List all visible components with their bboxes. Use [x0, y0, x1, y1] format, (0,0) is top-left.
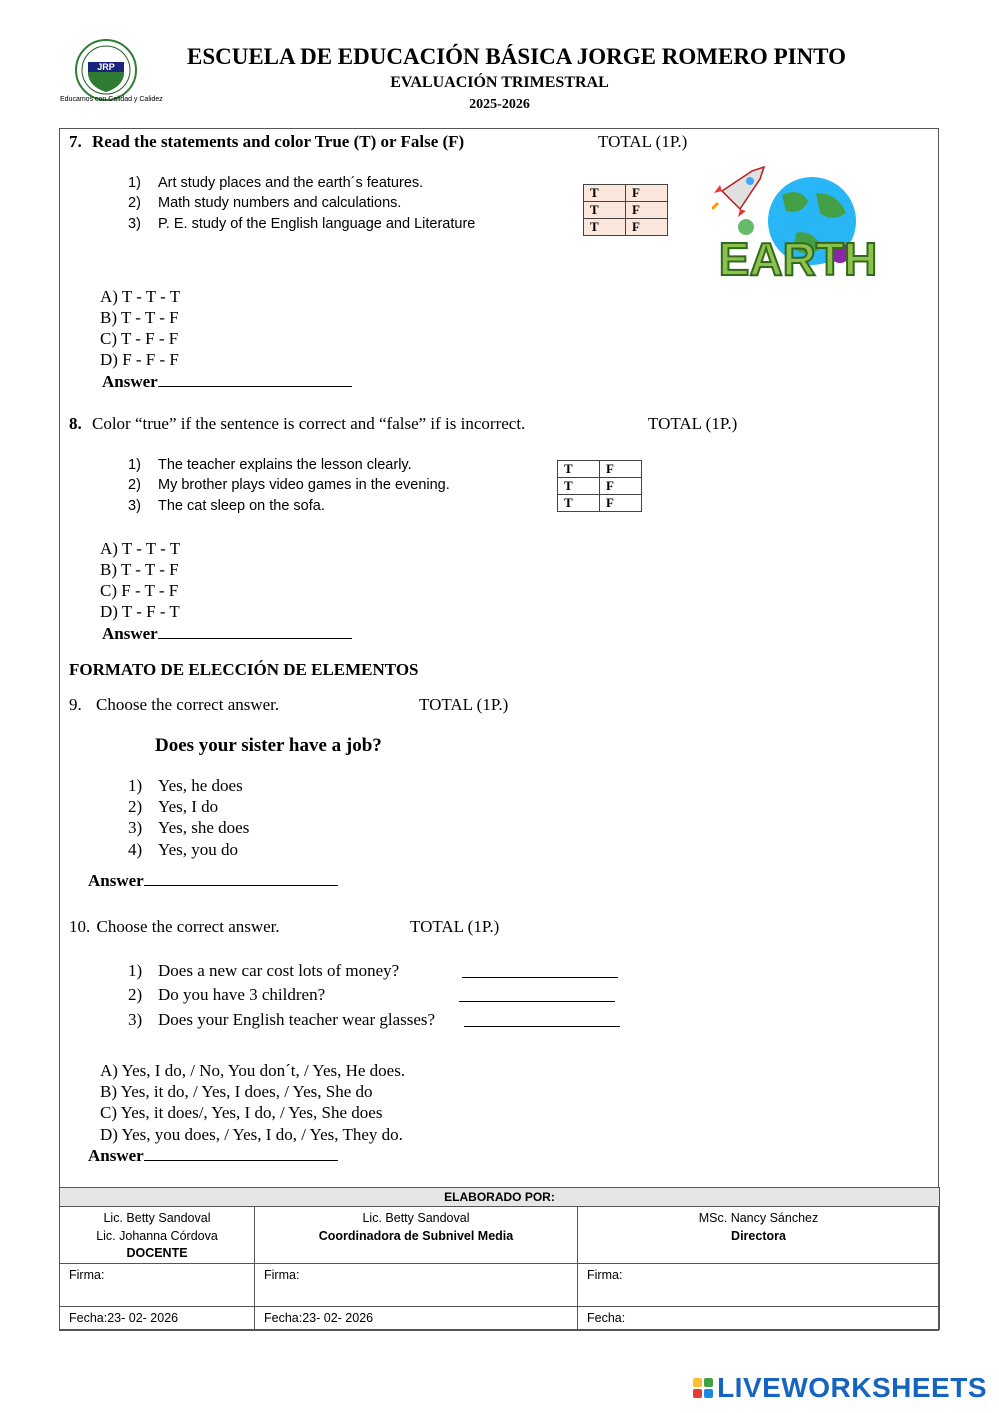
q8-answer-input[interactable] — [158, 624, 352, 639]
fecha-cell: Fecha:23- 02- 2026 — [255, 1307, 578, 1330]
q7-tf-table — [583, 184, 668, 236]
q10-blank[interactable] — [464, 1026, 620, 1027]
q9-prompt: Choose the correct answer. — [96, 695, 280, 714]
q8-statement: 2) My brother plays video games in the evening. — [128, 477, 450, 493]
true-cell[interactable]: T — [558, 478, 600, 495]
moon-icon — [849, 171, 868, 200]
q8-heading — [69, 414, 525, 434]
q8-statement: 1) The teacher explains the lesson clearly. — [128, 457, 412, 473]
brand-text: LIVEWORKSHEETS — [717, 1372, 987, 1403]
earth-illustration — [712, 163, 877, 281]
rocket-icon — [712, 167, 764, 217]
q9-answer-input[interactable] — [144, 871, 338, 886]
firma-cell[interactable]: Firma: — [255, 1264, 578, 1307]
q9-total: TOTAL (1P.) — [419, 695, 509, 714]
tf-row — [558, 478, 642, 495]
svg-text:EARTH: EARTH — [718, 233, 877, 281]
q10-heading — [69, 917, 280, 937]
teacher-cell — [60, 1207, 255, 1264]
director-name: MSc. Nancy Sánchez — [698, 1211, 819, 1225]
firma-cell[interactable]: Firma: — [60, 1264, 255, 1307]
school-motto: Educamos con Calidad y Calidez — [60, 96, 163, 103]
false-cell[interactable]: F — [600, 478, 642, 495]
q10-blank[interactable] — [462, 977, 618, 978]
tf-row — [584, 202, 668, 219]
tf-row — [584, 219, 668, 236]
false-cell[interactable]: F — [626, 202, 668, 219]
q7-answer-input[interactable] — [158, 372, 352, 387]
q9-choice[interactable]: 1) Yes, he does — [128, 776, 243, 795]
liveworksheets-logo-icon — [693, 1378, 713, 1398]
false-cell[interactable]: F — [626, 219, 668, 236]
evaluation-title: EVALUACIÓN TRIMESTRAL — [390, 74, 609, 91]
q8-option[interactable]: A) T - T - T — [100, 539, 181, 558]
q10-option[interactable]: A) Yes, I do, / No, You don´t, / Yes, He does. — [100, 1061, 406, 1080]
teacher-name: Lic. Betty Sandoval — [103, 1211, 211, 1225]
true-cell[interactable]: T — [584, 202, 626, 219]
q10-answer: Answer — [88, 1146, 338, 1166]
q10-question: 3) Does your English teacher wear glasses? — [128, 1010, 436, 1029]
q7-option[interactable]: C) T - F - F — [100, 329, 179, 348]
q10-prompt: Choose the correct answer. — [96, 917, 280, 936]
liveworksheets-brand — [693, 1372, 987, 1404]
false-cell[interactable]: F — [626, 185, 668, 202]
q10-number: 10. — [69, 917, 91, 936]
coordinator-role: Coordinadora de Subnivel Media — [318, 1229, 514, 1243]
signature-table — [59, 1187, 940, 1330]
tf-row — [558, 461, 642, 478]
false-cell[interactable]: F — [600, 495, 642, 512]
q9-question: Does your sister have a job? — [155, 735, 382, 756]
q10-question: 1) Does a new car cost lots of money? — [128, 961, 400, 980]
fecha-cell: Fecha:23- 02- 2026 — [60, 1307, 255, 1330]
tf-row — [584, 185, 668, 202]
q7-answer: Answer — [102, 372, 352, 392]
q8-option[interactable]: C) F - T - F — [100, 581, 179, 600]
q7-statement: 3) P. E. study of the English language and Literature — [128, 216, 476, 232]
q10-blank[interactable] — [459, 1001, 615, 1002]
q10-option[interactable]: D) Yes, you does, / Yes, I do, / Yes, They do. — [100, 1125, 403, 1144]
q10-option[interactable]: B) Yes, it do, / Yes, I does, / Yes, She do — [100, 1082, 373, 1101]
q8-prompt: Color “true” if the sentence is correct and “false” if is incorrect. — [92, 414, 526, 433]
director-cell — [578, 1207, 940, 1264]
q7-statement: 1) Art study places and the earth´s features. — [128, 175, 424, 191]
q8-number: 8. — [69, 414, 82, 433]
true-cell[interactable]: T — [584, 185, 626, 202]
school-year: 2025-2026 — [469, 97, 530, 112]
firma-cell[interactable]: Firma: — [578, 1264, 940, 1307]
q7-prompt: Read the statements and color True (T) or False (F) — [92, 132, 465, 151]
q7-option[interactable]: A) T - T - T — [100, 287, 181, 306]
q7-heading — [69, 132, 464, 152]
q10-question: 2) Do you have 3 children? — [128, 985, 326, 1004]
q9-heading — [69, 695, 279, 715]
q10-option[interactable]: C) Yes, it does/, Yes, I do, / Yes, She does — [100, 1103, 383, 1122]
q8-option[interactable]: B) T - T - F — [100, 560, 179, 579]
elaborado-header: ELABORADO POR: — [60, 1188, 940, 1207]
q7-statement: 2) Math study numbers and calculations. — [128, 195, 402, 211]
q9-choice[interactable]: 3) Yes, she does — [128, 818, 250, 837]
q7-number: 7. — [69, 132, 82, 151]
q7-option[interactable]: D) F - F - F — [100, 350, 179, 369]
director-role: Directora — [731, 1229, 786, 1243]
fecha-cell: Fecha: — [578, 1307, 940, 1330]
q8-option[interactable]: D) T - F - T — [100, 602, 180, 621]
q8-statement: 3) The cat sleep on the sofa. — [128, 498, 325, 514]
coordinator-name: Lic. Betty Sandoval — [362, 1211, 470, 1225]
q9-answer: Answer — [88, 871, 338, 891]
q10-total: TOTAL (1P.) — [410, 917, 500, 936]
school-name: ESCUELA DE EDUCACIÓN BÁSICA JORGE ROMERO PINTO — [186, 44, 846, 69]
section-title: FORMATO DE ELECCIÓN DE ELEMENTOS — [69, 660, 419, 679]
coordinator-cell — [255, 1207, 578, 1264]
true-cell[interactable]: T — [584, 219, 626, 236]
q9-number: 9. — [69, 695, 82, 714]
q7-total: TOTAL (1P.) — [598, 132, 688, 151]
tf-row — [558, 495, 642, 512]
q8-tf-table — [557, 460, 642, 512]
teacher-name: Lic. Johanna Córdova — [96, 1229, 218, 1243]
true-cell[interactable]: T — [558, 461, 600, 478]
false-cell[interactable]: F — [600, 461, 642, 478]
q8-total: TOTAL (1P.) — [648, 414, 738, 433]
true-cell[interactable]: T — [558, 495, 600, 512]
q9-choice[interactable]: 4) Yes, you do — [128, 840, 238, 859]
svg-text:JRP: JRP — [97, 62, 115, 72]
q8-answer: Answer — [102, 624, 352, 644]
q7-option[interactable]: B) T - T - F — [100, 308, 179, 327]
q9-choice[interactable]: 2) Yes, I do — [128, 797, 219, 816]
teacher-role: DOCENTE — [126, 1246, 188, 1260]
q10-answer-input[interactable] — [144, 1146, 338, 1161]
